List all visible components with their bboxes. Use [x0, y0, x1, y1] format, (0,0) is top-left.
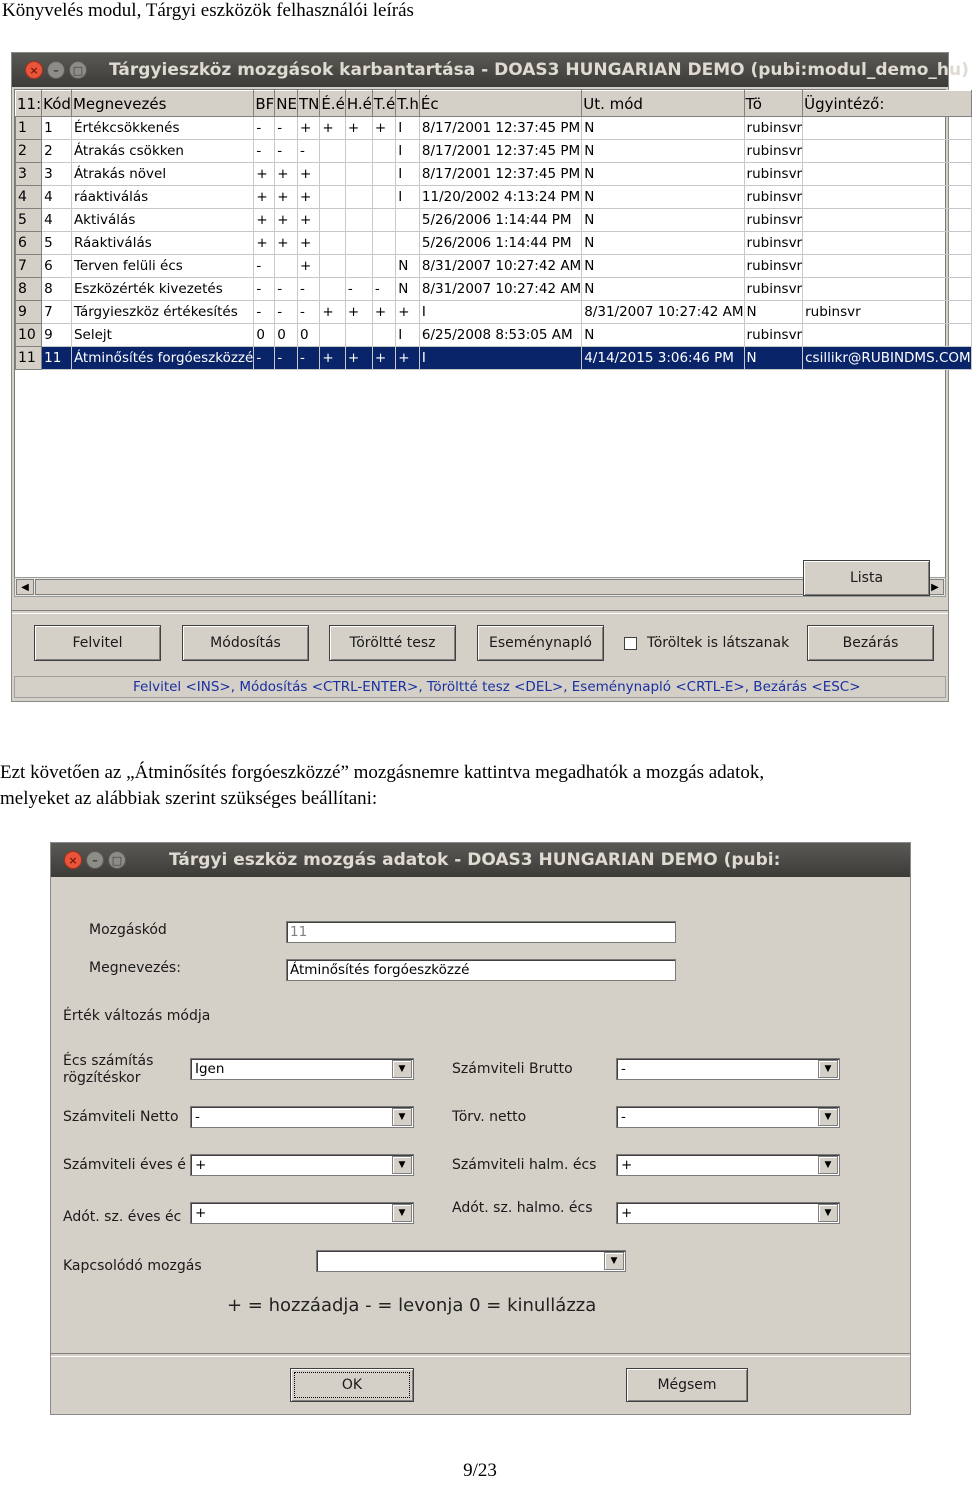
column-header[interactable]: H.é [345, 91, 372, 117]
movements-table [15, 90, 972, 370]
esemenynaplo-button[interactable]: Eseménynapló [477, 625, 604, 661]
ecs-calc-label [63, 1053, 153, 1087]
table-cell: + [297, 255, 319, 278]
table-cell: 8/17/2001 12:37:45 PM [419, 163, 581, 186]
ado-eves-label: Adót. sz. éves éc [63, 1209, 182, 1225]
table-cell: 4 [42, 209, 72, 232]
movement-data-dialog [50, 842, 911, 1415]
table-cell: N [582, 209, 744, 232]
minimize-icon[interactable]: – [86, 851, 104, 869]
felvitel-button[interactable]: Felvitel [34, 625, 161, 661]
table-cell: - [275, 347, 298, 370]
table-cell: N [582, 232, 744, 255]
separator [12, 610, 948, 614]
table-cell: + [320, 117, 345, 140]
kapcsolodo-select[interactable] [316, 1250, 626, 1272]
row-number: 5 [16, 209, 42, 232]
ado-eves-value: + [195, 1205, 207, 1221]
document-header: Könyvelés modul, Tárgyi eszközök felhasználói leírás [2, 0, 414, 21]
column-header[interactable]: Kód [42, 91, 72, 117]
ecs-calc-label-line1: Écs számítás [63, 1053, 154, 1069]
table-cell: + [345, 301, 372, 324]
shortcut-hint-bar: Felvitel <INS>, Módosítás <CTRL-ENTER>, Töröltté tesz <DEL>, Eseménynapló <CRTL-E>, Bezárás <ESC> [14, 676, 946, 698]
column-header[interactable]: Megnevezés [71, 91, 253, 117]
table-cell: Átrakás növel [71, 163, 253, 186]
ado-halm-select[interactable] [616, 1202, 840, 1224]
table-cell: 8 [42, 278, 72, 301]
table-cell: 3 [42, 163, 72, 186]
lista-button[interactable]: Lista [803, 560, 930, 596]
scroll-thumb[interactable] [35, 579, 893, 595]
table-cell: 8/31/2007 10:27:42 AM [419, 278, 581, 301]
modositas-button[interactable]: Módosítás [182, 625, 309, 661]
table-cell [803, 324, 972, 347]
table-cell: N [744, 347, 803, 370]
table-cell: 8/17/2001 12:37:45 PM [419, 140, 581, 163]
table-cell: + [297, 232, 319, 255]
mozgaskod-label: Mozgáskód [89, 922, 167, 938]
table-cell: I [396, 186, 420, 209]
table-cell: N [582, 117, 744, 140]
table-cell: 8/31/2007 10:27:42 AM [419, 255, 581, 278]
column-header[interactable]: Ügyintéző: [803, 91, 972, 117]
row-number: 1 [16, 117, 42, 140]
table-cell: csillikr@RUBINDMS.COM [803, 347, 972, 370]
chevron-down-icon[interactable]: ▼ [818, 1060, 838, 1078]
szv-halm-select[interactable] [616, 1154, 840, 1176]
table-cell: + [345, 347, 372, 370]
table-cell: + [372, 117, 395, 140]
row-number: 9 [16, 301, 42, 324]
szv-brutto-select[interactable] [616, 1058, 840, 1080]
table-cell: 0 [297, 324, 319, 347]
torv-netto-select[interactable] [616, 1106, 840, 1128]
row-number: 10 [16, 324, 42, 347]
table-cell: + [320, 301, 345, 324]
table-cell [803, 186, 972, 209]
table-cell: I [419, 347, 581, 370]
minimize-icon[interactable]: – [47, 61, 65, 79]
dialog-title: Tárgyi eszköz mozgás adatok - DOAS3 HUNGARIAN DEMO (pubi: [169, 850, 781, 870]
table-cell: + [297, 186, 319, 209]
table-cell: - [275, 117, 298, 140]
show-deleted-label: Töröltek is látszanak [647, 635, 790, 651]
table-cell: - [254, 347, 275, 370]
table-cell [372, 255, 395, 278]
table-cell: - [275, 301, 298, 324]
table-cell [372, 209, 395, 232]
table-cell: 5/26/2006 1:14:44 PM [419, 232, 581, 255]
column-header[interactable]: Tö [744, 91, 803, 117]
table-cell [803, 163, 972, 186]
bezaras-button[interactable]: Bezárás [807, 625, 934, 661]
table-cell: 1 [42, 117, 72, 140]
table-cell [345, 232, 372, 255]
table-cell [345, 186, 372, 209]
table-cell: 4 [42, 186, 72, 209]
chevron-down-icon[interactable]: ▼ [818, 1108, 838, 1126]
table-cell [320, 186, 345, 209]
row-number: 2 [16, 140, 42, 163]
table-cell: - [372, 278, 395, 301]
table-cell [803, 278, 972, 301]
table-row[interactable] [16, 301, 972, 324]
table-cell: rubinsvr [803, 301, 972, 324]
table-cell: I [419, 301, 581, 324]
table-row[interactable] [16, 255, 972, 278]
table-cell: - [297, 140, 319, 163]
torv-netto-label: Törv. netto [452, 1109, 527, 1125]
chevron-down-icon[interactable]: ▼ [818, 1156, 838, 1174]
table-cell [320, 140, 345, 163]
movements-maintenance-window [11, 52, 971, 702]
table-cell: rubinsvr [744, 278, 803, 301]
table-cell [803, 232, 972, 255]
chevron-down-icon[interactable]: ▼ [392, 1204, 412, 1222]
row-number: 8 [16, 278, 42, 301]
szv-brutto-label: Számviteli Brutto [452, 1061, 573, 1077]
table-cell: Ráaktiválás [71, 232, 253, 255]
movements-grid[interactable] [14, 89, 971, 579]
table-cell: - [275, 278, 298, 301]
table-cell: rubinsvr [744, 163, 803, 186]
table-cell [803, 255, 972, 278]
kapcsolodo-label: Kapcsolódó mozgás [63, 1258, 202, 1274]
table-cell: Átrakás csökken [71, 140, 253, 163]
table-row[interactable] [16, 278, 972, 301]
table-cell [345, 140, 372, 163]
dialog-titlebar [51, 843, 910, 877]
table-cell: + [320, 347, 345, 370]
table-cell: 0 [254, 324, 275, 347]
szv-netto-select[interactable] [190, 1106, 414, 1128]
szv-halm-label: Számviteli halm. écs [452, 1157, 597, 1173]
table-cell: rubinsvr [744, 186, 803, 209]
table-cell [345, 255, 372, 278]
row-number: 7 [16, 255, 42, 278]
close-icon[interactable]: × [25, 61, 43, 79]
table-cell: 9 [42, 324, 72, 347]
szv-brutto-value: - [621, 1061, 626, 1077]
row-number: 11 [16, 347, 42, 370]
table-cell: ráaktiválás [71, 186, 253, 209]
table-cell: Eszközérték kivezetés [71, 278, 253, 301]
table-cell: N [582, 163, 744, 186]
table-cell [320, 255, 345, 278]
value-change-section-label: Érték változás módja [63, 1008, 211, 1024]
ecs-calc-select[interactable] [190, 1058, 414, 1080]
table-cell: rubinsvr [744, 255, 803, 278]
window-titlebar [12, 53, 969, 87]
table-cell: - [297, 301, 319, 324]
table-row[interactable] [16, 117, 972, 140]
table-cell [320, 278, 345, 301]
page-number: 9/23 [463, 1460, 497, 1481]
table-cell: N [582, 140, 744, 163]
table-row[interactable] [16, 186, 972, 209]
table-cell [803, 117, 972, 140]
szv-eves-select[interactable] [190, 1154, 414, 1176]
table-cell: 8/17/2001 12:37:45 PM [419, 117, 581, 140]
torolte-tesz-button[interactable]: Töröltté tesz [329, 625, 456, 661]
table-cell: 2 [42, 140, 72, 163]
table-cell: + [254, 209, 275, 232]
table-cell: rubinsvr [744, 117, 803, 140]
table-cell: 11/20/2002 4:13:24 PM [419, 186, 581, 209]
table-cell [803, 209, 972, 232]
scroll-right-icon[interactable]: ▶ [926, 579, 944, 595]
szv-eves-value: + [195, 1157, 207, 1173]
mozgaskod-field[interactable]: 11 [286, 921, 676, 943]
column-header[interactable]: TN [297, 91, 319, 117]
chevron-down-icon[interactable]: ▼ [392, 1060, 412, 1078]
table-cell: Terven felüli écs [71, 255, 253, 278]
table-cell: 6 [42, 255, 72, 278]
column-header[interactable]: BF [254, 91, 275, 117]
megnevezes-field[interactable]: Átminősítés forgóeszközzé [286, 959, 676, 981]
show-deleted-checkbox[interactable] [624, 637, 637, 650]
table-row[interactable] [16, 347, 972, 370]
table-cell: N [744, 301, 803, 324]
table-cell [320, 324, 345, 347]
table-cell: + [297, 117, 319, 140]
szv-netto-label: Számviteli Netto [63, 1109, 179, 1125]
table-cell: rubinsvr [744, 232, 803, 255]
table-cell: 0 [275, 324, 298, 347]
table-cell: + [345, 117, 372, 140]
table-cell [320, 232, 345, 255]
table-cell: 6/25/2008 8:53:05 AM [419, 324, 581, 347]
ado-halm-label: Adót. sz. halmo. écs [452, 1200, 593, 1216]
table-cell: + [275, 163, 298, 186]
table-cell: rubinsvr [744, 209, 803, 232]
table-cell: + [297, 163, 319, 186]
table-cell: - [254, 278, 275, 301]
row-number: 6 [16, 232, 42, 255]
table-row[interactable] [16, 324, 972, 347]
table-cell: - [275, 140, 298, 163]
body-paragraph [0, 760, 960, 812]
table-cell: N [582, 186, 744, 209]
table-cell: + [396, 301, 420, 324]
sign-legend: + = hozzáadja - = levonja 0 = kinullázza [227, 1295, 597, 1316]
paragraph-line-1: Ezt követően az „Átminősítés forgóeszközzé” mozgásnemre kattintva megadhatók a mozgás adatok, [0, 762, 765, 783]
szv-eves-label: Számviteli éves é [63, 1157, 186, 1173]
table-cell: - [254, 117, 275, 140]
row-number: 4 [16, 186, 42, 209]
table-row[interactable] [16, 163, 972, 186]
table-row[interactable] [16, 209, 972, 232]
table-row[interactable] [16, 140, 972, 163]
column-header[interactable]: T.é [372, 91, 395, 117]
table-cell: N [396, 255, 420, 278]
ecs-calc-label-line2: rögzítéskor [63, 1070, 141, 1086]
maximize-icon[interactable]: □ [108, 851, 126, 869]
table-row[interactable] [16, 232, 972, 255]
table-cell: + [275, 209, 298, 232]
table-cell [320, 209, 345, 232]
ado-halm-value: + [621, 1205, 633, 1221]
table-cell: 11 [42, 347, 72, 370]
table-cell: 8/31/2007 10:27:42 AM [582, 301, 744, 324]
table-cell: + [254, 232, 275, 255]
table-cell [396, 232, 420, 255]
table-cell [345, 324, 372, 347]
table-cell [803, 140, 972, 163]
column-header[interactable]: NE [275, 91, 298, 117]
column-header[interactable]: Éc [419, 91, 581, 117]
table-cell: N [396, 278, 420, 301]
table-cell: rubinsvr [744, 324, 803, 347]
table-cell: N [582, 278, 744, 301]
table-cell: + [275, 232, 298, 255]
table-cell [372, 232, 395, 255]
table-cell: + [396, 347, 420, 370]
table-cell: I [396, 324, 420, 347]
table-cell: - [297, 347, 319, 370]
table-cell [320, 163, 345, 186]
szv-halm-value: + [621, 1157, 633, 1173]
column-header[interactable]: 11: [16, 91, 42, 117]
table-cell: + [254, 186, 275, 209]
chevron-down-icon[interactable]: ▼ [604, 1252, 624, 1270]
table-cell: I [396, 117, 420, 140]
separator [51, 1353, 910, 1357]
column-header[interactable]: Ut. mód [582, 91, 744, 117]
table-cell [372, 140, 395, 163]
table-cell: - [345, 278, 372, 301]
table-cell: Tárgyieszköz értékesítés [71, 301, 253, 324]
szv-netto-value: - [195, 1109, 200, 1125]
column-header[interactable]: É.é [320, 91, 345, 117]
ecs-calc-value: Igen [195, 1061, 225, 1077]
paragraph-line-2: melyeket az alábbiak szerint szükséges beállítani: [0, 788, 378, 809]
table-cell: rubinsvr [744, 140, 803, 163]
table-cell [275, 255, 298, 278]
table-cell: 5 [42, 232, 72, 255]
table-cell: Értékcsökkenés [71, 117, 253, 140]
table-cell: + [275, 186, 298, 209]
scroll-left-icon[interactable]: ◀ [16, 579, 34, 595]
table-cell: I [396, 140, 420, 163]
megsem-button[interactable]: Mégsem [626, 1368, 748, 1402]
table-cell [372, 324, 395, 347]
table-cell [345, 209, 372, 232]
table-cell: + [372, 301, 395, 324]
megnevezes-label: Megnevezés: [89, 960, 181, 976]
chevron-down-icon[interactable]: ▼ [392, 1156, 412, 1174]
table-cell: + [372, 347, 395, 370]
close-icon[interactable]: × [64, 851, 82, 869]
table-cell [345, 163, 372, 186]
table-cell: 4/14/2015 3:06:46 PM [582, 347, 744, 370]
chevron-down-icon[interactable]: ▼ [392, 1108, 412, 1126]
ok-button[interactable]: OK [290, 1368, 414, 1402]
table-cell: Átminősítés forgóeszközzé [71, 347, 253, 370]
ado-eves-select[interactable] [190, 1202, 414, 1224]
table-cell: - [254, 255, 275, 278]
table-cell: - [297, 278, 319, 301]
table-cell: 5/26/2006 1:14:44 PM [419, 209, 581, 232]
window-title: Tárgyieszköz mozgások karbantartása - DOAS3 HUNGARIAN DEMO (pubi:modul_demo_hu) [109, 60, 969, 80]
table-cell: N [582, 324, 744, 347]
table-cell: N [582, 255, 744, 278]
table-cell [372, 163, 395, 186]
table-cell: Aktiválás [71, 209, 253, 232]
table-cell [372, 186, 395, 209]
table-cell: + [254, 163, 275, 186]
table-cell: Selejt [71, 324, 253, 347]
table-cell: - [254, 140, 275, 163]
table-cell: - [254, 301, 275, 324]
chevron-down-icon[interactable]: ▼ [818, 1204, 838, 1222]
table-cell: I [396, 163, 420, 186]
table-cell: + [297, 209, 319, 232]
torv-netto-value: - [621, 1109, 626, 1125]
maximize-icon[interactable]: □ [69, 61, 87, 79]
table-cell [396, 209, 420, 232]
column-header[interactable]: T.h [396, 91, 420, 117]
row-number: 3 [16, 163, 42, 186]
table-cell: 7 [42, 301, 72, 324]
